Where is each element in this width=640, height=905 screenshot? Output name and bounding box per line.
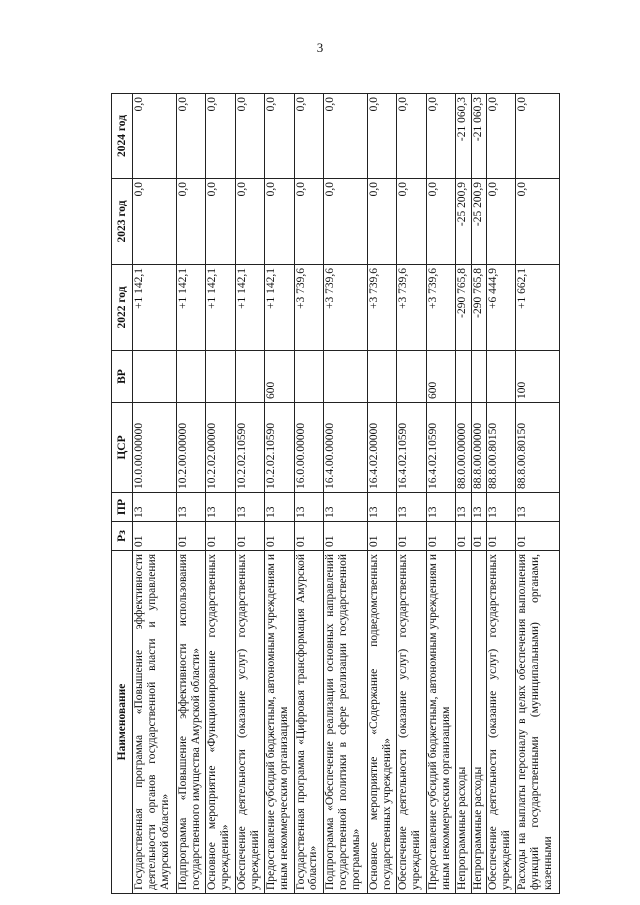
header-2023: 2023 год xyxy=(112,179,133,265)
cell-csr: 16.4.02.00000 xyxy=(367,403,396,493)
cell-2023: 0,0 xyxy=(516,179,560,265)
cell-2022: +1 142,1 xyxy=(206,265,235,351)
cell-rz: 01 xyxy=(426,522,455,551)
cell-name: Основное мероприятие «Содержание подведомственных государственных учреждений» xyxy=(367,551,396,894)
cell-rz: 01 xyxy=(397,522,426,551)
table-row xyxy=(235,94,264,894)
cell-2023: 0,0 xyxy=(294,179,323,265)
cell-2024: 0,0 xyxy=(486,94,515,179)
cell-vr xyxy=(294,351,323,403)
cell-2024: 0,0 xyxy=(176,94,205,179)
table-header-row xyxy=(112,94,133,894)
cell-2022: -290 765,8 xyxy=(456,265,471,351)
cell-rz: 01 xyxy=(235,522,264,551)
cell-csr: 10.2.00.00000 xyxy=(176,403,205,493)
header-vr: ВР xyxy=(112,351,133,403)
header-name: Наименование xyxy=(112,551,133,894)
cell-vr xyxy=(206,351,235,403)
cell-pr: 13 xyxy=(456,493,471,522)
cell-csr: 88.0.00.00000 xyxy=(456,403,471,493)
cell-2023: 0,0 xyxy=(397,179,426,265)
table-row xyxy=(176,94,205,894)
cell-2022: +3 739,6 xyxy=(367,265,396,351)
header-2024: 2024 год xyxy=(112,94,133,179)
cell-2023: 0,0 xyxy=(235,179,264,265)
cell-2024: -21 060,3 xyxy=(471,94,486,179)
cell-2024: 0,0 xyxy=(206,94,235,179)
cell-2023: -25 200,9 xyxy=(471,179,486,265)
table-row xyxy=(516,94,560,894)
cell-csr: 16.0.00.00000 xyxy=(294,403,323,493)
cell-rz: 01 xyxy=(324,522,368,551)
cell-2023: 0,0 xyxy=(206,179,235,265)
cell-name: Основное мероприятие «Функционирование государственных учреждений» xyxy=(206,551,235,894)
table-row xyxy=(426,94,455,894)
cell-2022: +1 662,1 xyxy=(516,265,560,351)
cell-name: Предоставление субсидий бюджетным, автономным учреждениям и иным некоммерческим организациям xyxy=(265,551,294,894)
cell-pr: 13 xyxy=(426,493,455,522)
cell-csr: 10.2.02.10590 xyxy=(235,403,264,493)
cell-name: Подпрограмма «Обеспечение реализации основных направлений государственной политики в сфере реализации государственной программы» xyxy=(324,551,368,894)
table-row xyxy=(206,94,235,894)
cell-name: Обеспечение деятельности (оказание услуг) государственных учреждений xyxy=(486,551,515,894)
cell-rz: 01 xyxy=(265,522,294,551)
cell-vr xyxy=(471,351,486,403)
cell-csr: 88.8.00.00000 xyxy=(471,403,486,493)
cell-csr: 10.2.02.10590 xyxy=(265,403,294,493)
cell-rz: 01 xyxy=(456,522,471,551)
cell-name: Предоставление субсидий бюджетным, автономным учреждениям и иным некоммерческим организациям xyxy=(426,551,455,894)
cell-name: Обеспечение деятельности (оказание услуг) государственных учреждений xyxy=(235,551,264,894)
cell-rz: 01 xyxy=(471,522,486,551)
header-2022: 2022 год xyxy=(112,265,133,351)
header-pr: ПР xyxy=(112,493,133,522)
cell-name: Расходы на выплаты персоналу в целях обеспечения выполнения функций государственными (муниципальными) органами, казенными xyxy=(516,551,560,894)
cell-name: Подпрограмма «Повышение эффективности использования государственного имущества Амурской области» xyxy=(176,551,205,894)
table-row xyxy=(486,94,515,894)
cell-pr: 13 xyxy=(486,493,515,522)
cell-2023: 0,0 xyxy=(486,179,515,265)
cell-2022: +1 142,1 xyxy=(176,265,205,351)
cell-2023: 0,0 xyxy=(367,179,396,265)
cell-vr: 600 xyxy=(426,351,455,403)
cell-csr: 10.0.00.00000 xyxy=(133,403,177,493)
cell-2024: 0,0 xyxy=(324,94,368,179)
cell-2024: 0,0 xyxy=(294,94,323,179)
cell-vr xyxy=(324,351,368,403)
cell-pr: 13 xyxy=(265,493,294,522)
cell-rz: 01 xyxy=(133,522,177,551)
cell-rz: 01 xyxy=(486,522,515,551)
cell-csr: 10.2.02.00000 xyxy=(206,403,235,493)
cell-2022: +3 739,6 xyxy=(426,265,455,351)
cell-vr xyxy=(397,351,426,403)
cell-csr: 16.4.02.10590 xyxy=(426,403,455,493)
cell-name: Обеспечение деятельности (оказание услуг) государственных учреждений xyxy=(397,551,426,894)
page-number: 3 xyxy=(316,40,324,55)
cell-2024: -21 060,3 xyxy=(456,94,471,179)
cell-vr: 600 xyxy=(265,351,294,403)
cell-rz: 01 xyxy=(206,522,235,551)
cell-rz: 01 xyxy=(367,522,396,551)
table-row xyxy=(367,94,396,894)
cell-pr: 13 xyxy=(235,493,264,522)
cell-csr: 88.8.00.80150 xyxy=(516,403,560,493)
cell-2022: +3 739,6 xyxy=(294,265,323,351)
table-row xyxy=(324,94,368,894)
cell-2022: +1 142,1 xyxy=(265,265,294,351)
cell-csr: 88.8.00.80150 xyxy=(486,403,515,493)
cell-2022: +1 142,1 xyxy=(133,265,177,351)
cell-2022: +3 739,6 xyxy=(397,265,426,351)
cell-rz: 01 xyxy=(294,522,323,551)
cell-2023: -25 200,9 xyxy=(456,179,471,265)
cell-2022: +6 444,9 xyxy=(486,265,515,351)
cell-vr xyxy=(176,351,205,403)
cell-2023: 0,0 xyxy=(265,179,294,265)
cell-2024: 0,0 xyxy=(426,94,455,179)
cell-2024: 0,0 xyxy=(516,94,560,179)
cell-vr xyxy=(133,351,177,403)
cell-pr: 13 xyxy=(206,493,235,522)
cell-2022: +3 739,6 xyxy=(324,265,368,351)
table-row xyxy=(456,94,471,894)
cell-rz: 01 xyxy=(176,522,205,551)
cell-2023: 0,0 xyxy=(133,179,177,265)
cell-pr: 13 xyxy=(397,493,426,522)
cell-vr xyxy=(486,351,515,403)
cell-2023: 0,0 xyxy=(176,179,205,265)
cell-pr: 13 xyxy=(176,493,205,522)
cell-name: Непрограммные расходы xyxy=(471,551,486,894)
header-rz: Рз xyxy=(112,522,133,551)
table-row xyxy=(294,94,323,894)
cell-2024: 0,0 xyxy=(265,94,294,179)
cell-pr: 13 xyxy=(367,493,396,522)
cell-pr: 13 xyxy=(294,493,323,522)
cell-2022: +1 142,1 xyxy=(235,265,264,351)
cell-2022: -290 765,8 xyxy=(471,265,486,351)
table-row xyxy=(397,94,426,894)
budget-table xyxy=(111,93,560,894)
cell-csr: 16.4.00.00000 xyxy=(324,403,368,493)
cell-2024: 0,0 xyxy=(397,94,426,179)
cell-vr xyxy=(235,351,264,403)
cell-2023: 0,0 xyxy=(426,179,455,265)
cell-2023: 0,0 xyxy=(324,179,368,265)
rotated-table-container xyxy=(111,94,560,894)
cell-name: Государственная программа «Цифровая трансформация Амурской области» xyxy=(294,551,323,894)
cell-name: Непрограммные расходы xyxy=(456,551,471,894)
cell-2024: 0,0 xyxy=(133,94,177,179)
cell-rz: 01 xyxy=(516,522,560,551)
cell-vr: 100 xyxy=(516,351,560,403)
cell-pr: 13 xyxy=(471,493,486,522)
header-csr: ЦСР xyxy=(112,403,133,493)
table-row xyxy=(265,94,294,894)
cell-vr xyxy=(367,351,396,403)
cell-name: Государственная программа «Повышение эффективности деятельности органов государственной власти и управления Амурской области» xyxy=(133,551,177,894)
cell-vr xyxy=(456,351,471,403)
table-row xyxy=(133,94,177,894)
cell-csr: 16.4.02.10590 xyxy=(397,403,426,493)
cell-2024: 0,0 xyxy=(235,94,264,179)
table-row xyxy=(471,94,486,894)
cell-pr: 13 xyxy=(324,493,368,522)
cell-2024: 0,0 xyxy=(367,94,396,179)
cell-pr: 13 xyxy=(516,493,560,522)
cell-pr: 13 xyxy=(133,493,177,522)
